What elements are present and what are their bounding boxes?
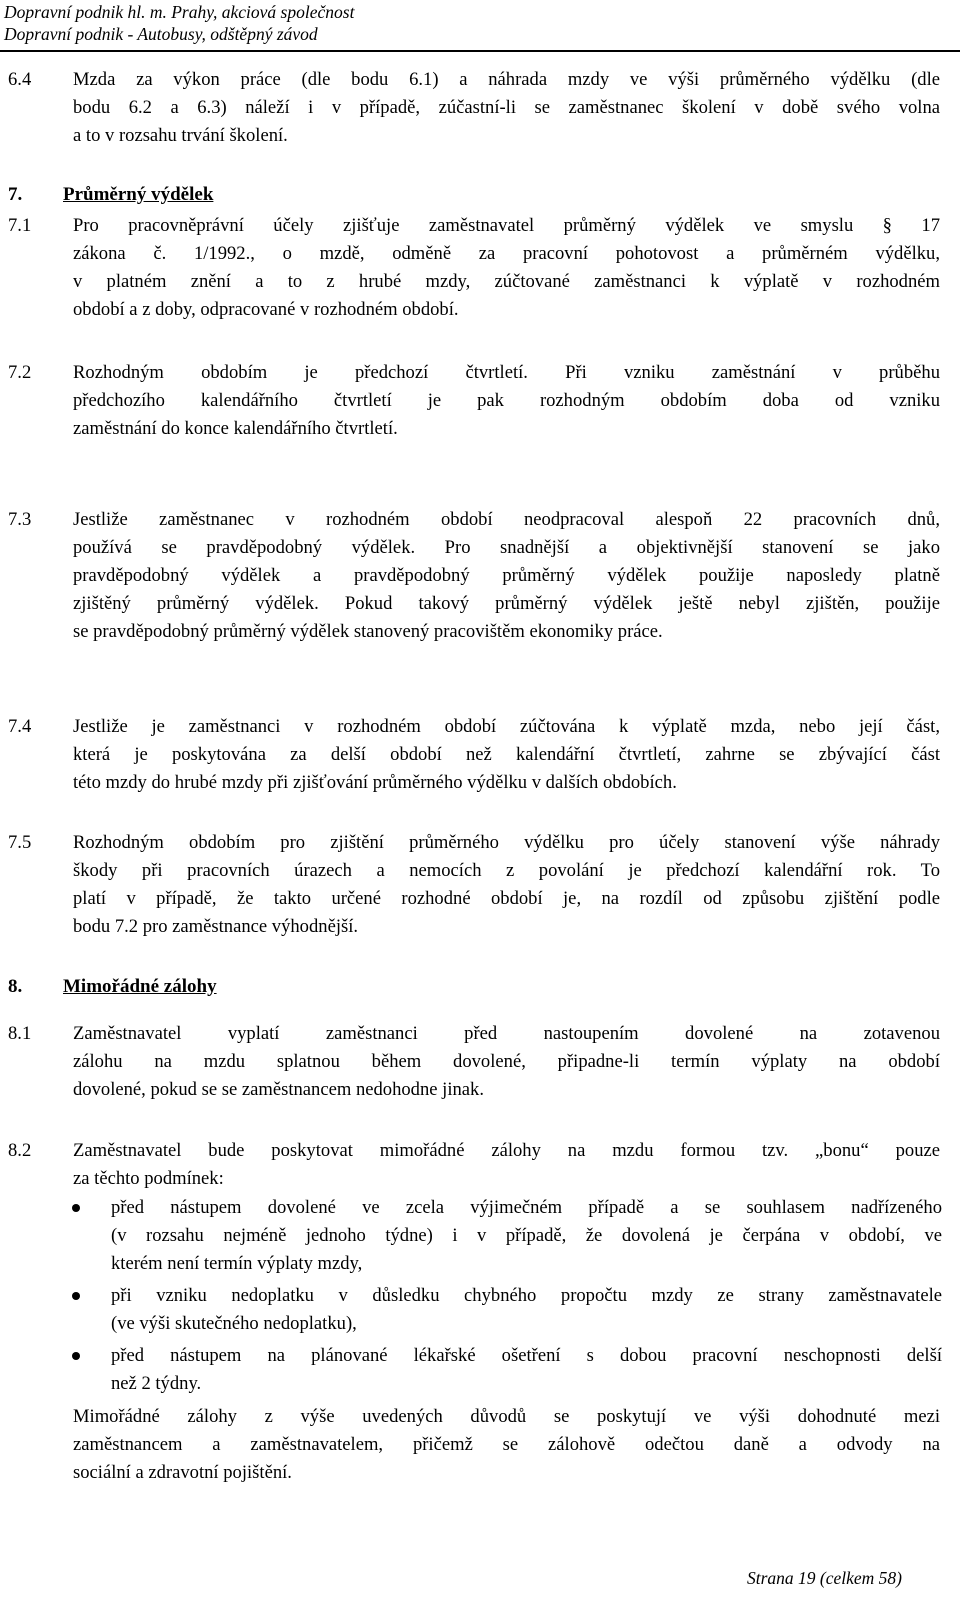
bullet-icon <box>72 1292 80 1300</box>
section-number: 7.2 <box>8 362 32 383</box>
text-line: před nástupem dovolené ve zcela výjimečném případě a se souhlasem nadřízeného <box>111 1197 942 1218</box>
heading-8 <box>8 976 217 998</box>
list-item-text <box>111 1282 942 1338</box>
header-company: Dopravní podnik hl. m. Prahy, akciová společnost <box>4 2 355 22</box>
text-line: se pravděpodobný průměrný výdělek stanovený pracovištěm ekonomiky práce. <box>73 621 663 642</box>
section-number: 6.4 <box>8 69 32 90</box>
text-line: sociální a zdravotní pojištění. <box>73 1462 292 1483</box>
section-number: 7.4 <box>8 716 32 737</box>
list-item <box>72 1282 942 1338</box>
text-line: kterém není termín výplaty mzdy, <box>111 1253 363 1274</box>
text-line: pravděpodobný výdělek a pravděpodobný průměrný výdělek použije naposledy platně <box>73 565 940 586</box>
header-division: Dopravní podnik - Autobusy, odštěpný závod <box>4 24 318 44</box>
text-line: období a z doby, odpracované v rozhodném období. <box>73 299 459 320</box>
section-text <box>73 1137 940 1193</box>
bullet-icon <box>72 1204 80 1212</box>
text-line: před nástupem na plánované lékařské ošetření s dobou pracovní neschopnosti delší <box>111 1345 942 1366</box>
text-line: Rozhodným obdobím je předchozí čtvrtletí. Při vzniku zaměstnání v průběhu <box>73 362 940 383</box>
section-text <box>73 829 940 941</box>
section-text <box>73 1020 940 1104</box>
text-line: zjištěný průměrný výdělek. Pokud takový průměrný výdělek ještě nebyl zjištěn, použije <box>73 593 940 614</box>
text-line: Jestliže zaměstnanec v rozhodném období neodpracoval alespoň 22 pracovních dnů, <box>73 509 940 530</box>
heading-number: 8. <box>8 976 23 997</box>
list-item-text <box>111 1342 942 1398</box>
text-line: této mzdy do hrubé mzdy při zjišťování průměrného výdělku v dalších obdobích. <box>73 772 677 793</box>
closing-text <box>73 1403 940 1487</box>
text-line: než 2 týdny. <box>111 1373 202 1394</box>
section-number: 7.3 <box>8 509 32 530</box>
text-line: Mimořádné zálohy z výše uvedených důvodů se poskytují ve výši dohodnuté mezi <box>73 1406 940 1427</box>
text-line: bodu 7.2 pro zaměstnance výhodnější. <box>73 916 359 937</box>
section-number: 7.5 <box>8 832 32 853</box>
bullet-list <box>72 1194 942 1402</box>
text-line: Zaměstnavatel bude poskytovat mimořádné zálohy na mzdu formou tzv. „bonu“ pouze <box>73 1140 940 1161</box>
heading-title: Mimořádné zálohy <box>63 976 217 997</box>
text-line: škody při pracovních úrazech a nemocích z povolání je předchozí kalendářní rok. To <box>73 860 940 881</box>
text-line: v platném znění a to z hrubé mzdy, zúčtované zaměstnanci k výplatě v rozhodném <box>73 271 940 292</box>
text-line: zákona č. 1/1992., o mzdě, odměně za pracovní pohotovost a průměrném výdělku, <box>73 243 940 264</box>
text-line: a to v rozsahu trvání školení. <box>73 125 288 146</box>
section-text <box>73 212 940 324</box>
list-item <box>72 1342 942 1398</box>
text-line: Jestliže je zaměstnanci v rozhodném období zúčtována k výplatě mzda, nebo její část, <box>73 716 940 737</box>
section-text <box>73 713 940 797</box>
text-line: (ve výši skutečného nedoplatku), <box>111 1313 357 1334</box>
text-line: která je poskytována za delší období než kalendářní čtvrtletí, zahrne se zbývající část <box>73 744 940 765</box>
list-item <box>72 1194 942 1278</box>
heading-7 <box>8 184 213 206</box>
section-number: 8.2 <box>8 1140 32 1161</box>
section-text <box>73 506 940 646</box>
heading-number: 7. <box>8 184 23 205</box>
heading-title: Průměrný výdělek <box>63 184 214 205</box>
bullet-icon <box>72 1352 80 1360</box>
page-number: Strana 19 (celkem 58) <box>746 1568 902 1588</box>
text-line: zaměstnání do konce kalendářního čtvrtletí. <box>73 418 398 439</box>
text-line: za těchto podmínek: <box>73 1168 224 1189</box>
section-text <box>73 66 940 150</box>
text-line: platí v případě, že takto určené rozhodné období je, na rozdíl od způsobu zjištění podle <box>73 888 940 909</box>
text-line: zaměstnancem a zaměstnavatelem, přičemž se zálohově odečtou daně a odvody na <box>73 1434 940 1455</box>
text-line: zálohu na mzdu splatnou během dovolené, připadne-li termín výplaty na období <box>73 1051 940 1072</box>
text-line: Rozhodným obdobím pro zjištění průměrného výdělku pro účely stanovení výše náhrady <box>73 832 940 853</box>
text-line: používá se pravděpodobný výdělek. Pro snadnější a objektivnější stanovení se jako <box>73 537 940 558</box>
section-text <box>73 359 940 443</box>
text-line: předchozího kalendářního čtvrtletí je pak rozhodným obdobím doba od vzniku <box>73 390 940 411</box>
text-line: (v rozsahu nejméně jednoho týdne) i v případě, že dovolená je čerpána v období, ve <box>111 1225 942 1246</box>
document-header <box>0 0 960 52</box>
text-line: bodu 6.2 a 6.3) náleží i v případě, zúčastní-li se zaměstnanec školení v době svého volna <box>73 97 940 118</box>
list-item-text <box>111 1194 942 1278</box>
text-line: Zaměstnavatel vyplatí zaměstnanci před nastoupením dovolené na zotavenou <box>73 1023 940 1044</box>
section-number: 7.1 <box>8 215 32 236</box>
text-line: dovolené, pokud se se zaměstnancem nedohodne jinak. <box>73 1079 485 1100</box>
section-number: 8.1 <box>8 1023 32 1044</box>
text-line: Mzda za výkon práce (dle bodu 6.1) a náhrada mzdy ve výši průměrného výdělku (dle <box>73 69 940 90</box>
text-line: při vzniku nedoplatku v důsledku chybného propočtu mzdy ze strany zaměstnavatele <box>111 1285 942 1306</box>
text-line: Pro pracovněprávní účely zjišťuje zaměstnavatel průměrný výdělek ve smyslu § 17 <box>73 215 940 236</box>
